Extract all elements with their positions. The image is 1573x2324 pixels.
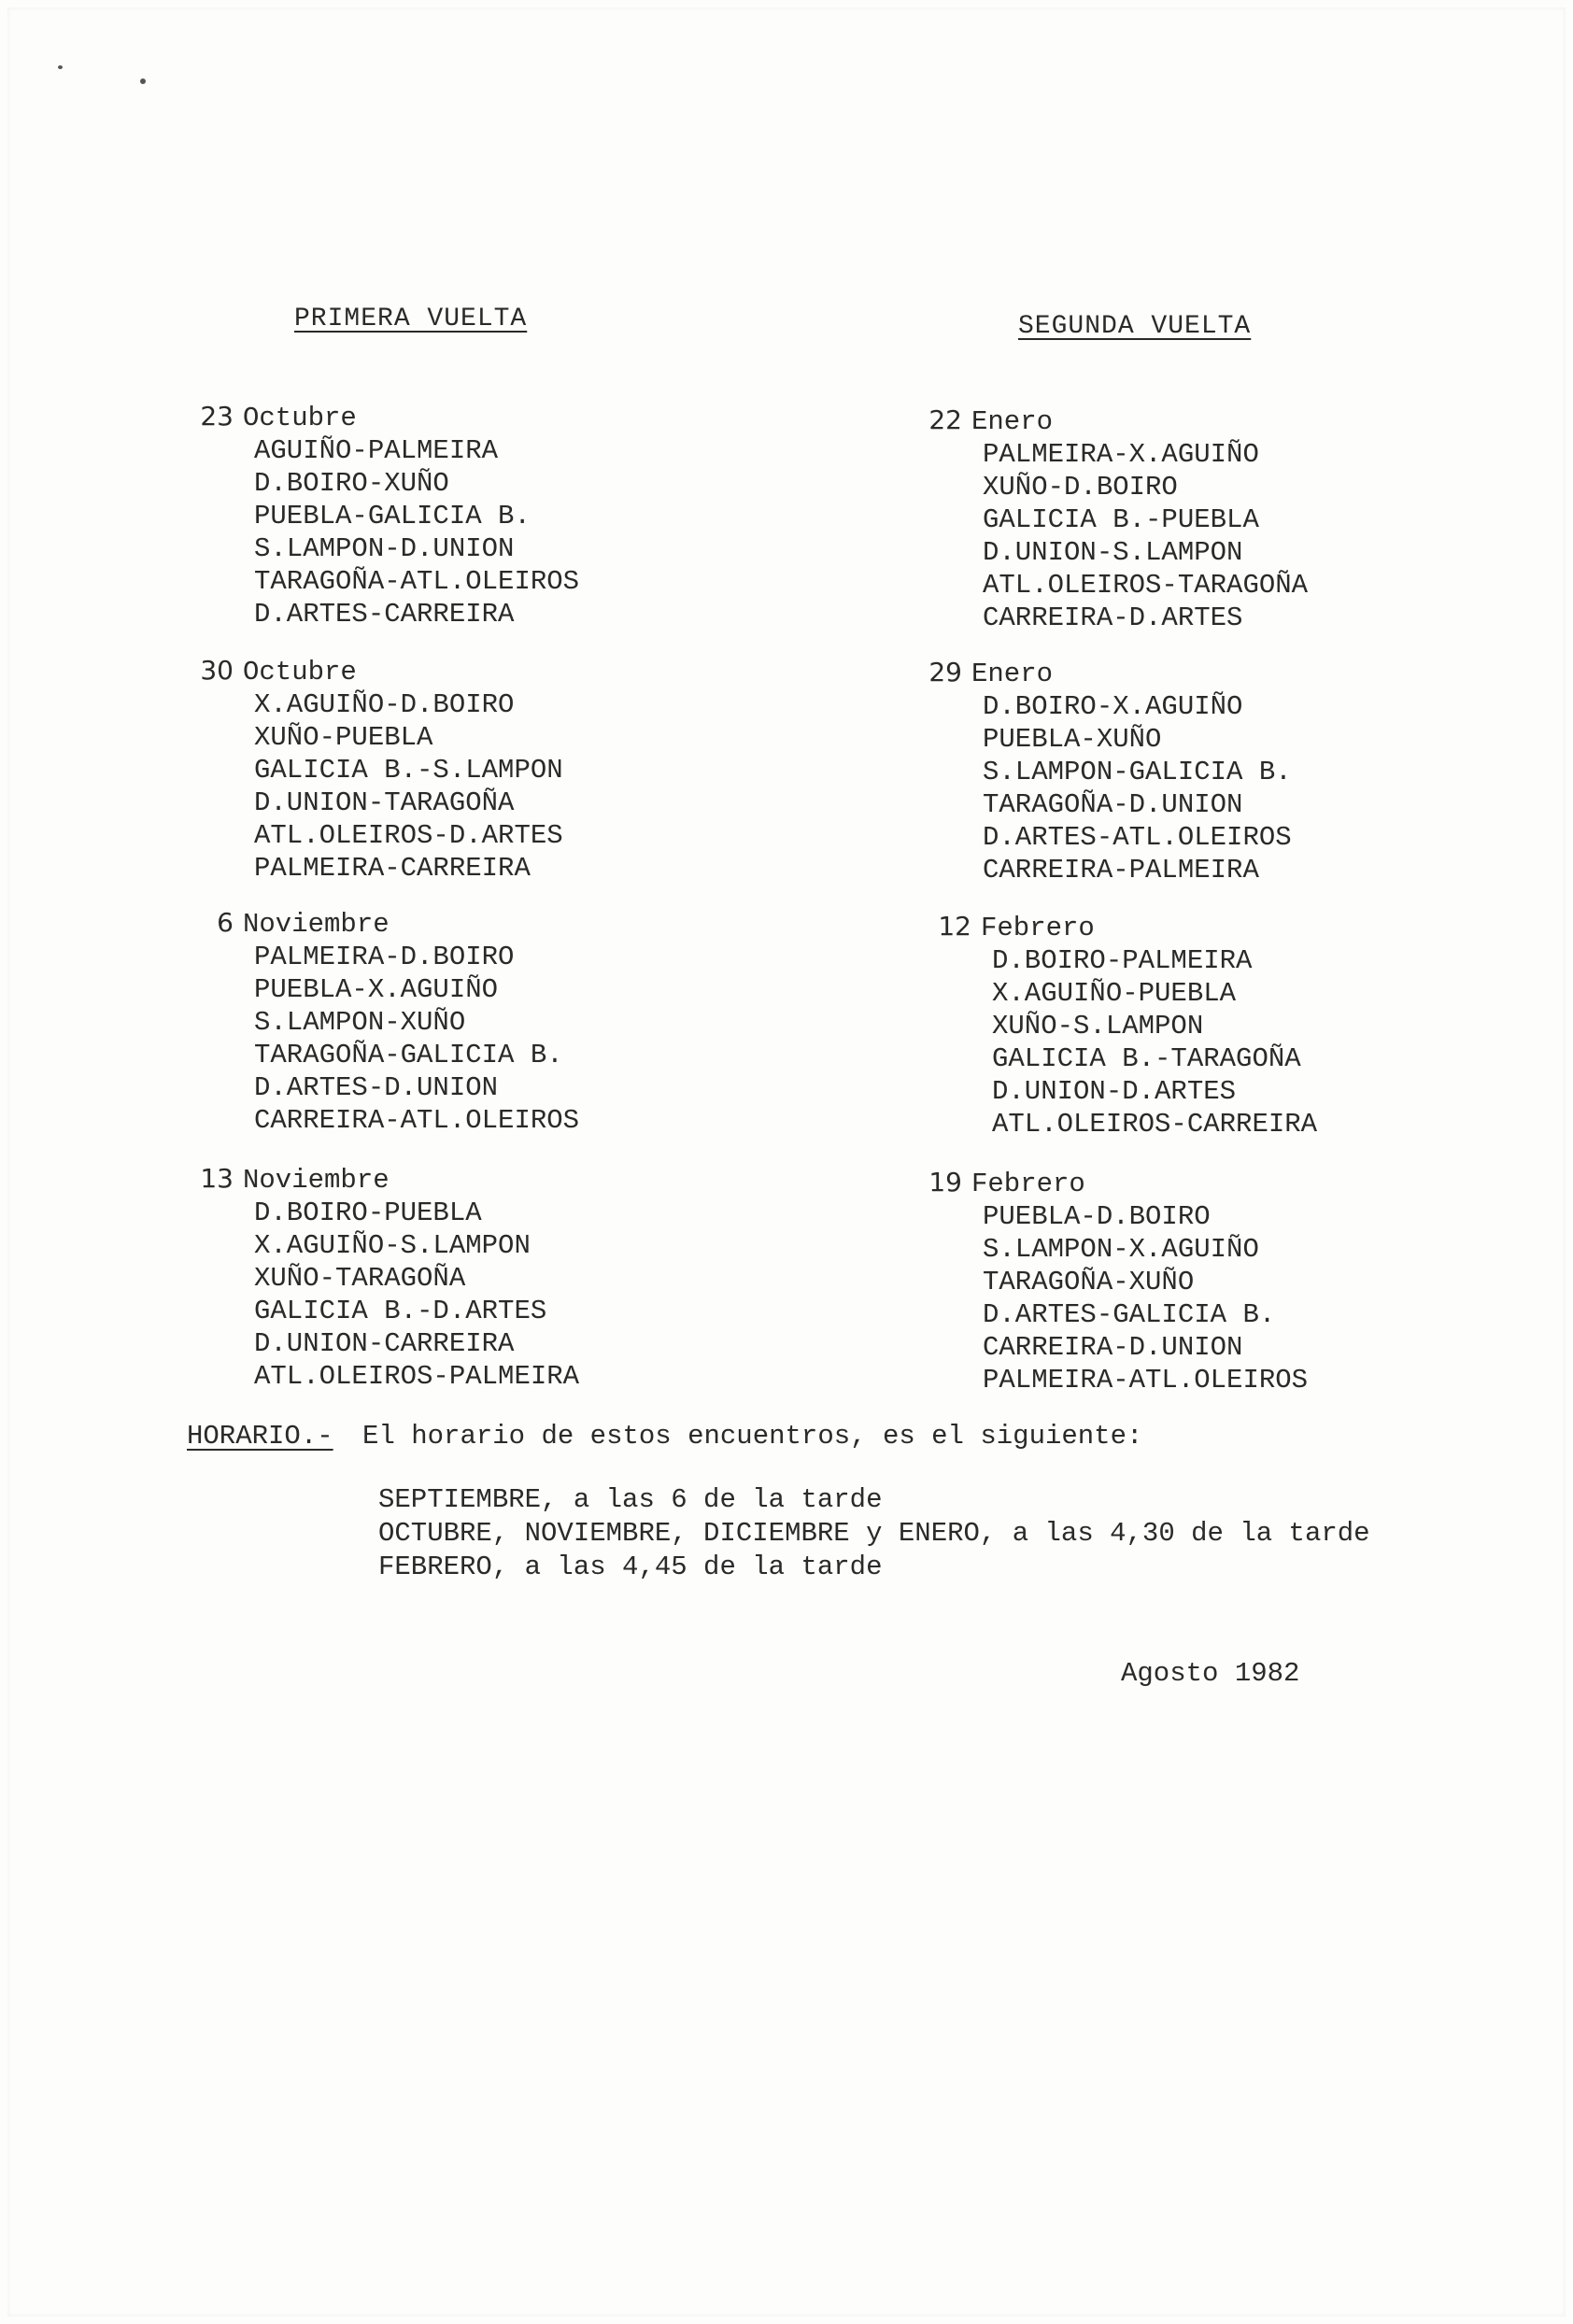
match: D.BOIRO-PUEBLA [254,1197,482,1228]
match: PUEBLA-XUÑO [983,724,1162,755]
ink-speck [58,65,63,69]
match: D.ARTES-ATL.OLEIROS [983,822,1292,853]
match: D.ARTES-CARREIRA [254,599,515,630]
round-primera-3 [187,906,579,1137]
match: D.BOIRO-PALMEIRA [992,945,1253,976]
round-day: 23 [200,401,234,432]
match: GALICIA B.-S.LAMPON [254,755,563,786]
match: PALMEIRA-CARREIRA [254,853,531,884]
match: PALMEIRA-D.BOIRO [254,942,515,972]
round-segunda-2 [915,656,1292,886]
match: S.LAMPON-GALICIA B. [983,757,1292,787]
match: S.LAMPON-D.UNION [254,533,515,564]
match: D.UNION-S.LAMPON [983,537,1243,568]
match: GALICIA B.-TARAGOÑA [992,1043,1301,1074]
match: TARAGOÑA-GALICIA B. [254,1040,563,1070]
match: XUÑO-TARAGOÑA [254,1263,466,1294]
horario-label: HORARIO.- [187,1421,333,1452]
match: TARAGOÑA-XUÑO [983,1267,1195,1297]
document-date: Agosto 1982 [1121,1658,1300,1689]
match: X.AGUIÑO-S.LAMPON [254,1230,531,1261]
round-segunda-1 [915,404,1308,634]
match: PUEBLA-X.AGUIÑO [254,974,499,1005]
match: TARAGOÑA-ATL.OLEIROS [254,566,580,597]
match: D.UNION-TARAGOÑA [254,787,515,818]
round-segunda-3 [925,910,1317,1141]
round-day: 6 [217,907,234,938]
round-month: Febrero [971,1169,1085,1199]
match: CARREIRA-D.UNION [983,1332,1243,1363]
round-day: 22 [928,404,962,435]
match: XUÑO-S.LAMPON [992,1011,1204,1042]
match: D.BOIRO-X.AGUIÑO [983,691,1243,722]
match: S.LAMPON-XUÑO [254,1007,466,1038]
round-month: Octubre [243,657,357,687]
match: CARREIRA-D.ARTES [983,602,1243,633]
round-primera-4 [187,1162,579,1393]
match: D.UNION-D.ARTES [992,1076,1237,1107]
match: PUEBLA-GALICIA B. [254,501,531,531]
round-month: Enero [971,659,1054,689]
round-month: Noviembre [243,1165,390,1196]
primera-vuelta-heading: PRIMERA VUELTA [294,305,528,333]
match: ATL.OLEIROS-D.ARTES [254,820,563,851]
round-segunda-4 [915,1166,1308,1396]
match: D.ARTES-GALICIA B. [983,1299,1276,1330]
round-primera-2 [187,654,563,885]
horario-text: El horario de estos encuentros, es el siguiente: [362,1421,1143,1452]
match: XUÑO-PUEBLA [254,722,433,753]
round-day: 30 [200,655,234,686]
schedule-list [378,1483,1370,1584]
round-day: 13 [200,1163,234,1194]
round-month: Febrero [981,913,1095,943]
round-month: Octubre [243,403,357,433]
match: GALICIA B.-PUEBLA [983,504,1259,535]
match: X.AGUIÑO-PUEBLA [992,978,1237,1009]
match: PUEBLA-D.BOIRO [983,1201,1211,1232]
match: D.BOIRO-XUÑO [254,468,449,499]
match: TARAGOÑA-D.UNION [983,789,1243,820]
match: PALMEIRA-X.AGUIÑO [983,439,1259,470]
schedule-line: OCTUBRE, NOVIEMBRE, DICIEMBRE y ENERO, a las 4,30 de la tarde [378,1518,1370,1549]
round-month: Enero [971,406,1054,437]
match: CARREIRA-PALMEIRA [983,855,1259,886]
round-month: Noviembre [243,909,390,940]
round-day: 29 [928,657,962,687]
match: CARREIRA-ATL.OLEIROS [254,1105,580,1136]
match: ATL.OLEIROS-CARREIRA [992,1109,1318,1140]
match: AGUIÑO-PALMEIRA [254,435,499,466]
round-day: 12 [938,911,971,942]
round-day: 19 [928,1167,962,1197]
match: X.AGUIÑO-D.BOIRO [254,689,515,720]
schedule-line: FEBRERO, a las 4,45 de la tarde [378,1552,883,1582]
match: D.UNION-CARREIRA [254,1328,515,1359]
match: GALICIA B.-D.ARTES [254,1296,547,1326]
ink-speck [140,78,146,84]
match: ATL.OLEIROS-PALMEIRA [254,1361,580,1392]
round-primera-1 [187,400,579,631]
match: PALMEIRA-ATL.OLEIROS [983,1365,1309,1396]
match: D.ARTES-D.UNION [254,1072,499,1103]
schedule-line: SEPTIEMBRE, a las 6 de la tarde [378,1484,883,1515]
match: S.LAMPON-X.AGUIÑO [983,1234,1259,1265]
match: XUÑO-D.BOIRO [983,472,1178,503]
segunda-vuelta-heading: SEGUNDA VUELTA [1018,312,1252,341]
match: ATL.OLEIROS-TARAGOÑA [983,570,1309,601]
horario-line [187,1420,1142,1453]
